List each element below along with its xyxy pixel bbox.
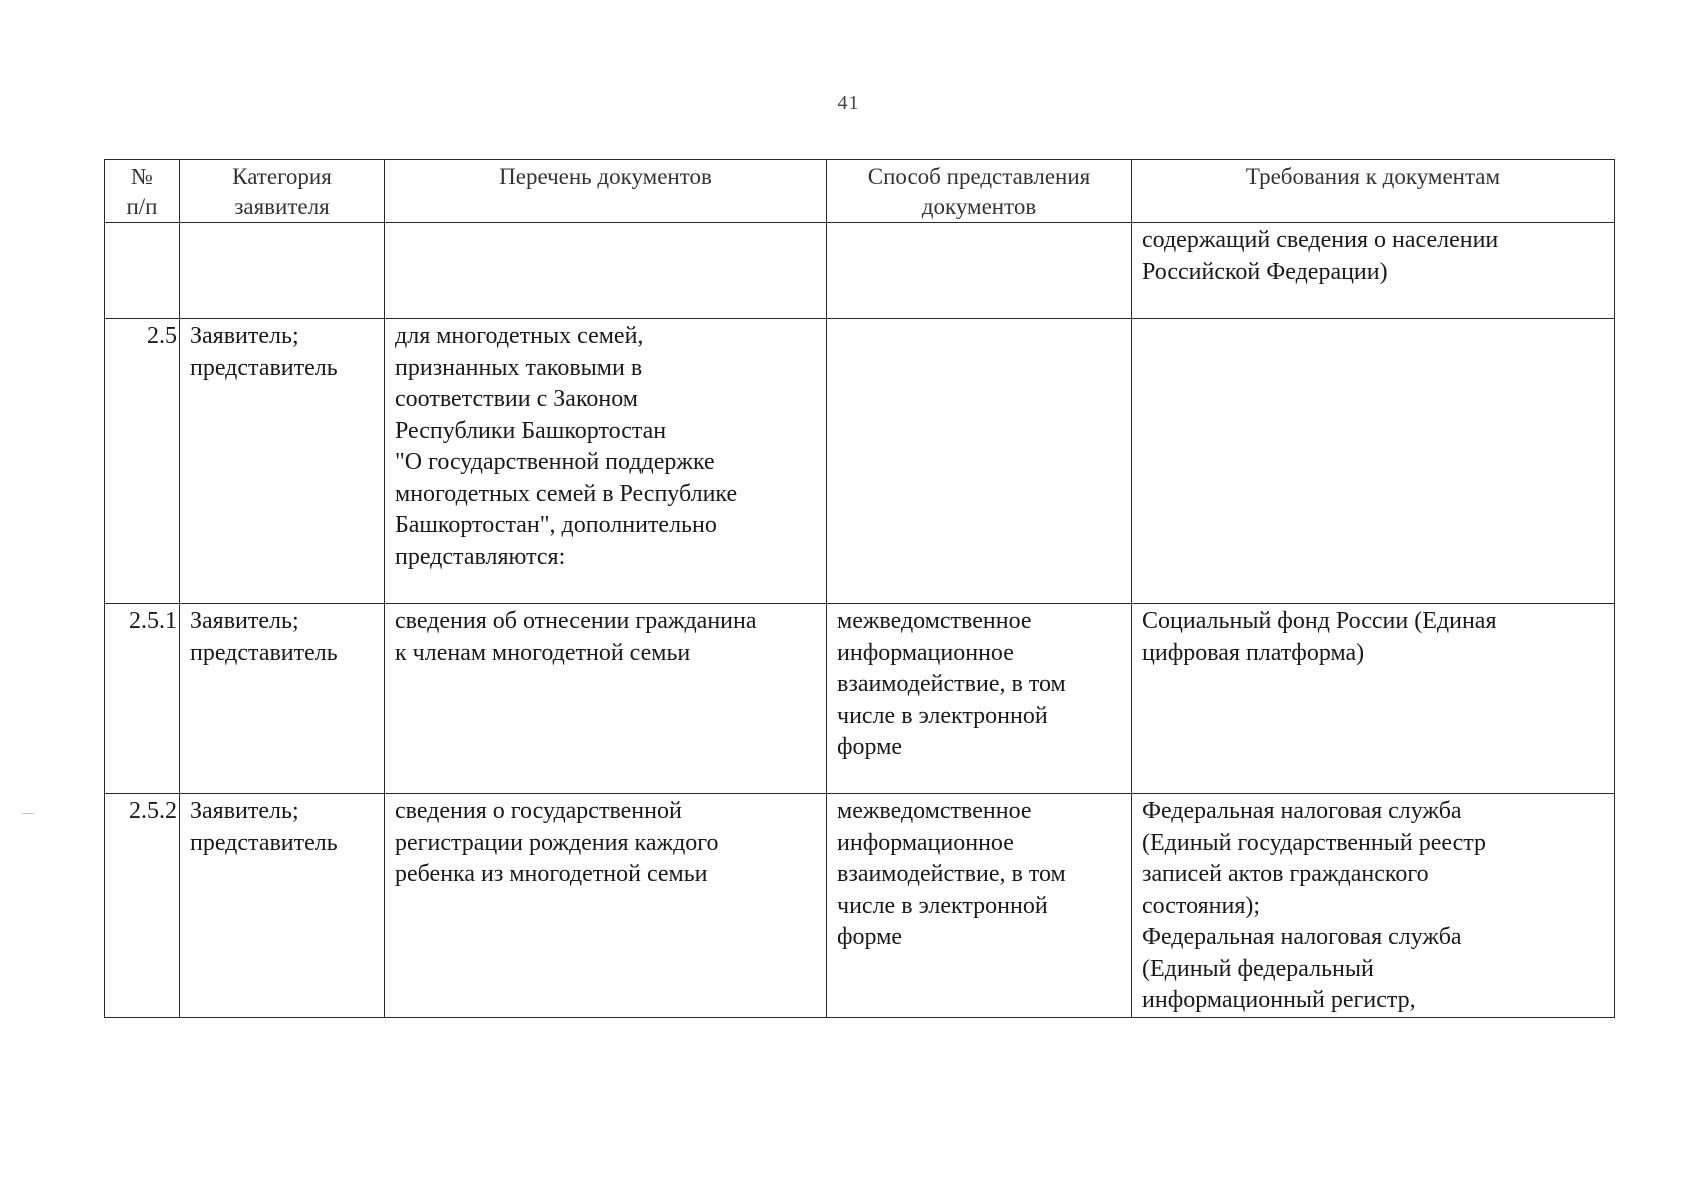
page-number: 41 — [837, 92, 860, 114]
cell-category: Заявитель; представитель — [180, 319, 385, 604]
cell-method: межведомственное информационное взаимодействие, в том числе в электронной форме — [827, 604, 1132, 794]
cell-category: Заявитель; представитель — [180, 604, 385, 794]
cell-method: межведомственное информационное взаимодействие, в том числе в электронной форме — [827, 794, 1132, 1018]
cell-requirements — [1132, 319, 1615, 604]
table-row — [105, 794, 1615, 1018]
cell-num: 2.5.2 — [105, 794, 180, 1018]
cell-num: 2.5.1 — [105, 604, 180, 794]
cell-requirements: Федеральная налоговая служба (Единый государственный реестр записей актов гражданского состояния); Федеральная налоговая служба (Единый федеральный информационный регистр, — [1132, 794, 1615, 1018]
cell-requirements: Социальный фонд России (Единая цифровая платформа) — [1132, 604, 1615, 794]
header-category: Категория заявителя — [180, 160, 385, 223]
cell-documents: сведения об отнесении гражданина к членам многодетной семьи — [385, 604, 827, 794]
cell-category: Заявитель; представитель — [180, 794, 385, 1018]
header-requirements: Требования к документам — [1132, 160, 1615, 223]
cell-method — [827, 319, 1132, 604]
header-documents: Перечень документов — [385, 160, 827, 223]
cell-documents: для многодетных семей, признанных таковыми в соответствии с Законом Республики Башкортостан "О государственной поддержке многодетных семей в Республике Башкортостан", дополнительно представляются: — [385, 319, 827, 604]
table-row — [105, 319, 1615, 604]
scan-margin-mark — [22, 813, 34, 814]
table-row — [105, 604, 1615, 794]
header-num: № п/п — [105, 160, 180, 223]
cell-documents: сведения о государственной регистрации рождения каждого ребенка из многодетной семьи — [385, 794, 827, 1018]
cell-method — [827, 223, 1132, 319]
cell-requirements: содержащий сведения о населении Российской Федерации) — [1132, 223, 1615, 319]
documents-table — [104, 159, 1615, 1018]
table-header-row — [105, 160, 1615, 223]
table-row — [105, 223, 1615, 319]
cell-num — [105, 223, 180, 319]
header-method: Способ представления документов — [827, 160, 1132, 223]
cell-documents — [385, 223, 827, 319]
cell-category — [180, 223, 385, 319]
cell-num: 2.5 — [105, 319, 180, 604]
